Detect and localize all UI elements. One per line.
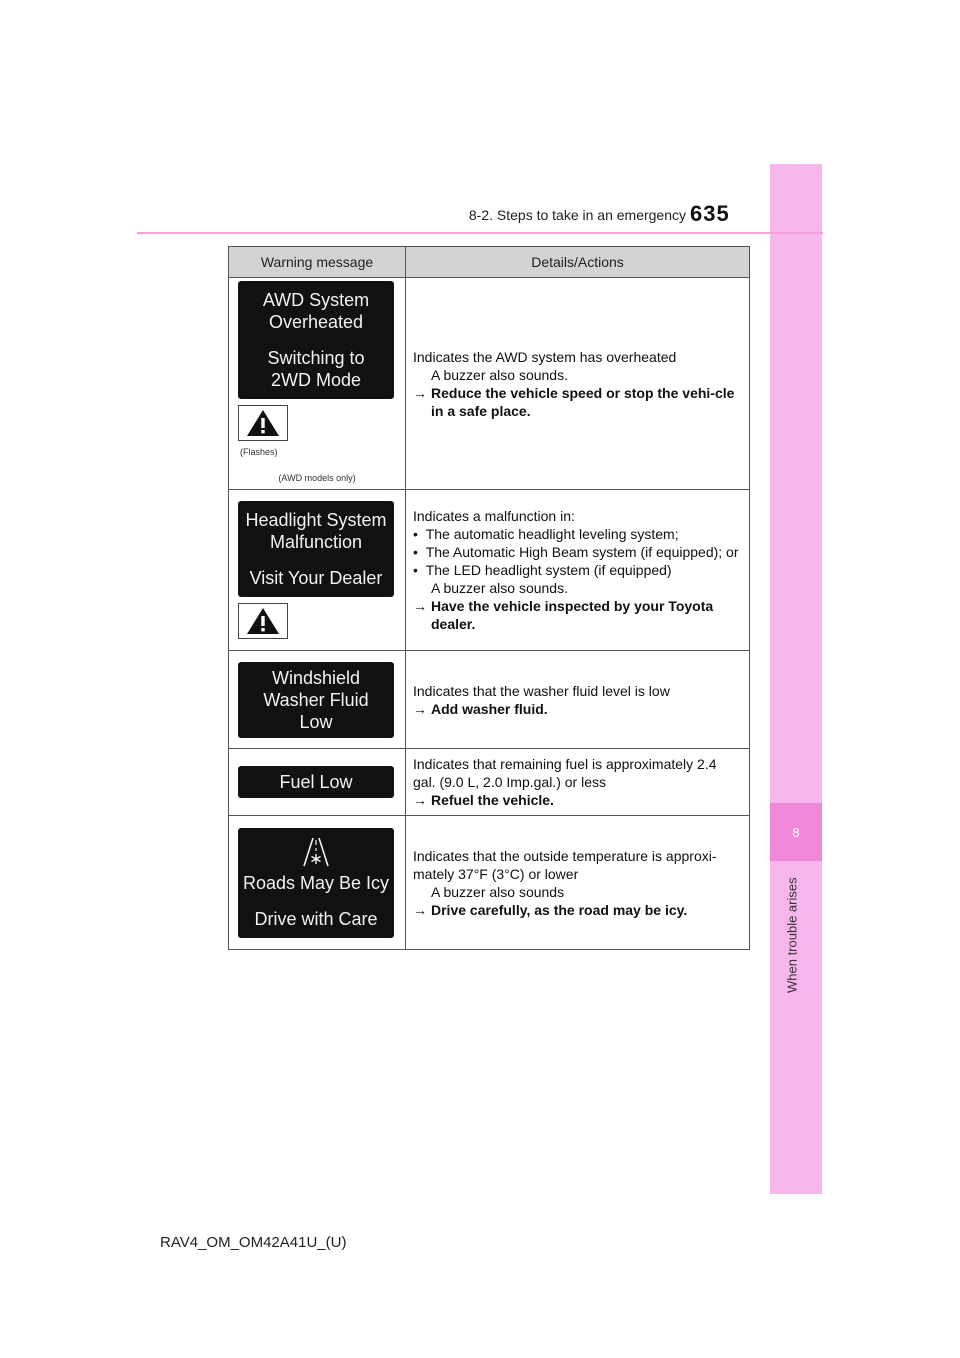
column-header-details: Details/Actions [406, 247, 750, 278]
message-cell [229, 749, 406, 816]
action-line: → Reduce the vehicle speed or stop the vehi-cle in a safe place. [413, 384, 735, 419]
arrow-icon: → [413, 598, 427, 614]
lcd-line: Headlight System [245, 510, 387, 530]
action-line: → Add washer fluid. [413, 700, 548, 717]
table-row [229, 749, 750, 816]
bullet-item: • The LED headlight system (if equipped) [413, 562, 672, 578]
page-number: 635 [690, 201, 730, 226]
lcd-line: Fuel Low [279, 772, 353, 792]
arrow-icon: → [413, 792, 427, 808]
detail-line: Indicates a malfunction in: [413, 508, 575, 524]
header-rule [137, 232, 823, 234]
lcd-line: Overheated [268, 311, 364, 332]
action-line: → Have the vehicle inspected by your Toyota dealer. [413, 598, 714, 632]
action-line: → Refuel the vehicle. [413, 792, 554, 808]
table-row [229, 278, 750, 490]
message-cell [229, 490, 406, 651]
details-cell [406, 816, 750, 950]
lcd-display [238, 828, 394, 938]
detail-line: A buzzer also sounds. [431, 580, 568, 596]
detail-line: Indicates the AWD system has overheated [413, 348, 677, 365]
warning-triangle-icon [246, 607, 280, 635]
lcd-line: Windshield [271, 667, 361, 688]
details-cell [406, 749, 750, 816]
chapter-number: 8 [770, 803, 822, 861]
detail-line: A buzzer also sounds [431, 883, 565, 900]
document-code: RAV4_OM_OM42A41U_(U) [160, 1234, 347, 1251]
arrow-icon: → [413, 384, 427, 401]
lcd-display [238, 501, 394, 597]
message-cell [229, 816, 406, 950]
lcd-line: Drive with Care [254, 908, 378, 929]
table-row [229, 651, 750, 749]
icy-road-icon [301, 836, 331, 868]
lcd-line: Low [299, 711, 333, 732]
lcd-line: 2WD Mode [270, 369, 362, 390]
message-cell [229, 278, 406, 490]
lcd-line: AWD System [262, 289, 370, 310]
chapter-title: When trouble arises [784, 877, 800, 993]
bullet-item: • The automatic headlight leveling system; [413, 526, 679, 542]
warning-table [228, 246, 750, 950]
table-header-row [229, 247, 750, 278]
flashes-note: (Flashes) [240, 446, 278, 457]
arrow-icon: → [413, 700, 427, 717]
awd-models-note: (AWD models only) [278, 472, 356, 483]
detail-line: Indicates that remaining fuel is approximately 2.4 gal. (9.0 L, 2.0 Imp.gal.) or less [413, 756, 717, 790]
lcd-display [238, 662, 394, 738]
detail-line: Indicates that the washer fluid level is low [413, 682, 670, 699]
section-title: 8-2. Steps to take in an emergency [468, 207, 686, 223]
details-cell [406, 651, 750, 749]
details-cell [406, 490, 750, 651]
warning-light [238, 405, 288, 441]
details-cell [406, 278, 750, 490]
lcd-line: Roads May Be Icy [242, 872, 390, 893]
lcd-line: Switching to [267, 347, 365, 368]
warning-triangle-icon [246, 409, 280, 437]
detail-line: Indicates that the outside temperature is approxi-mately 37°F (3°C) or lower [413, 847, 717, 882]
detail-line: A buzzer also sounds. [431, 366, 568, 383]
bullet-item: • The Automatic High Beam system (if equipped); or [413, 544, 739, 560]
table-row [229, 816, 750, 950]
lcd-line: Washer Fluid [263, 689, 369, 710]
lcd-line: Malfunction [269, 532, 363, 552]
warning-light [238, 603, 288, 639]
table-row [229, 490, 750, 651]
message-cell [229, 651, 406, 749]
column-header-message: Warning message [229, 247, 406, 278]
lcd-display [238, 281, 394, 399]
arrow-icon: → [413, 901, 427, 918]
side-tab [770, 164, 822, 1194]
lcd-line: Visit Your Dealer [249, 568, 383, 588]
lcd-display [238, 766, 394, 798]
action-line: → Drive carefully, as the road may be icy. [413, 901, 688, 918]
